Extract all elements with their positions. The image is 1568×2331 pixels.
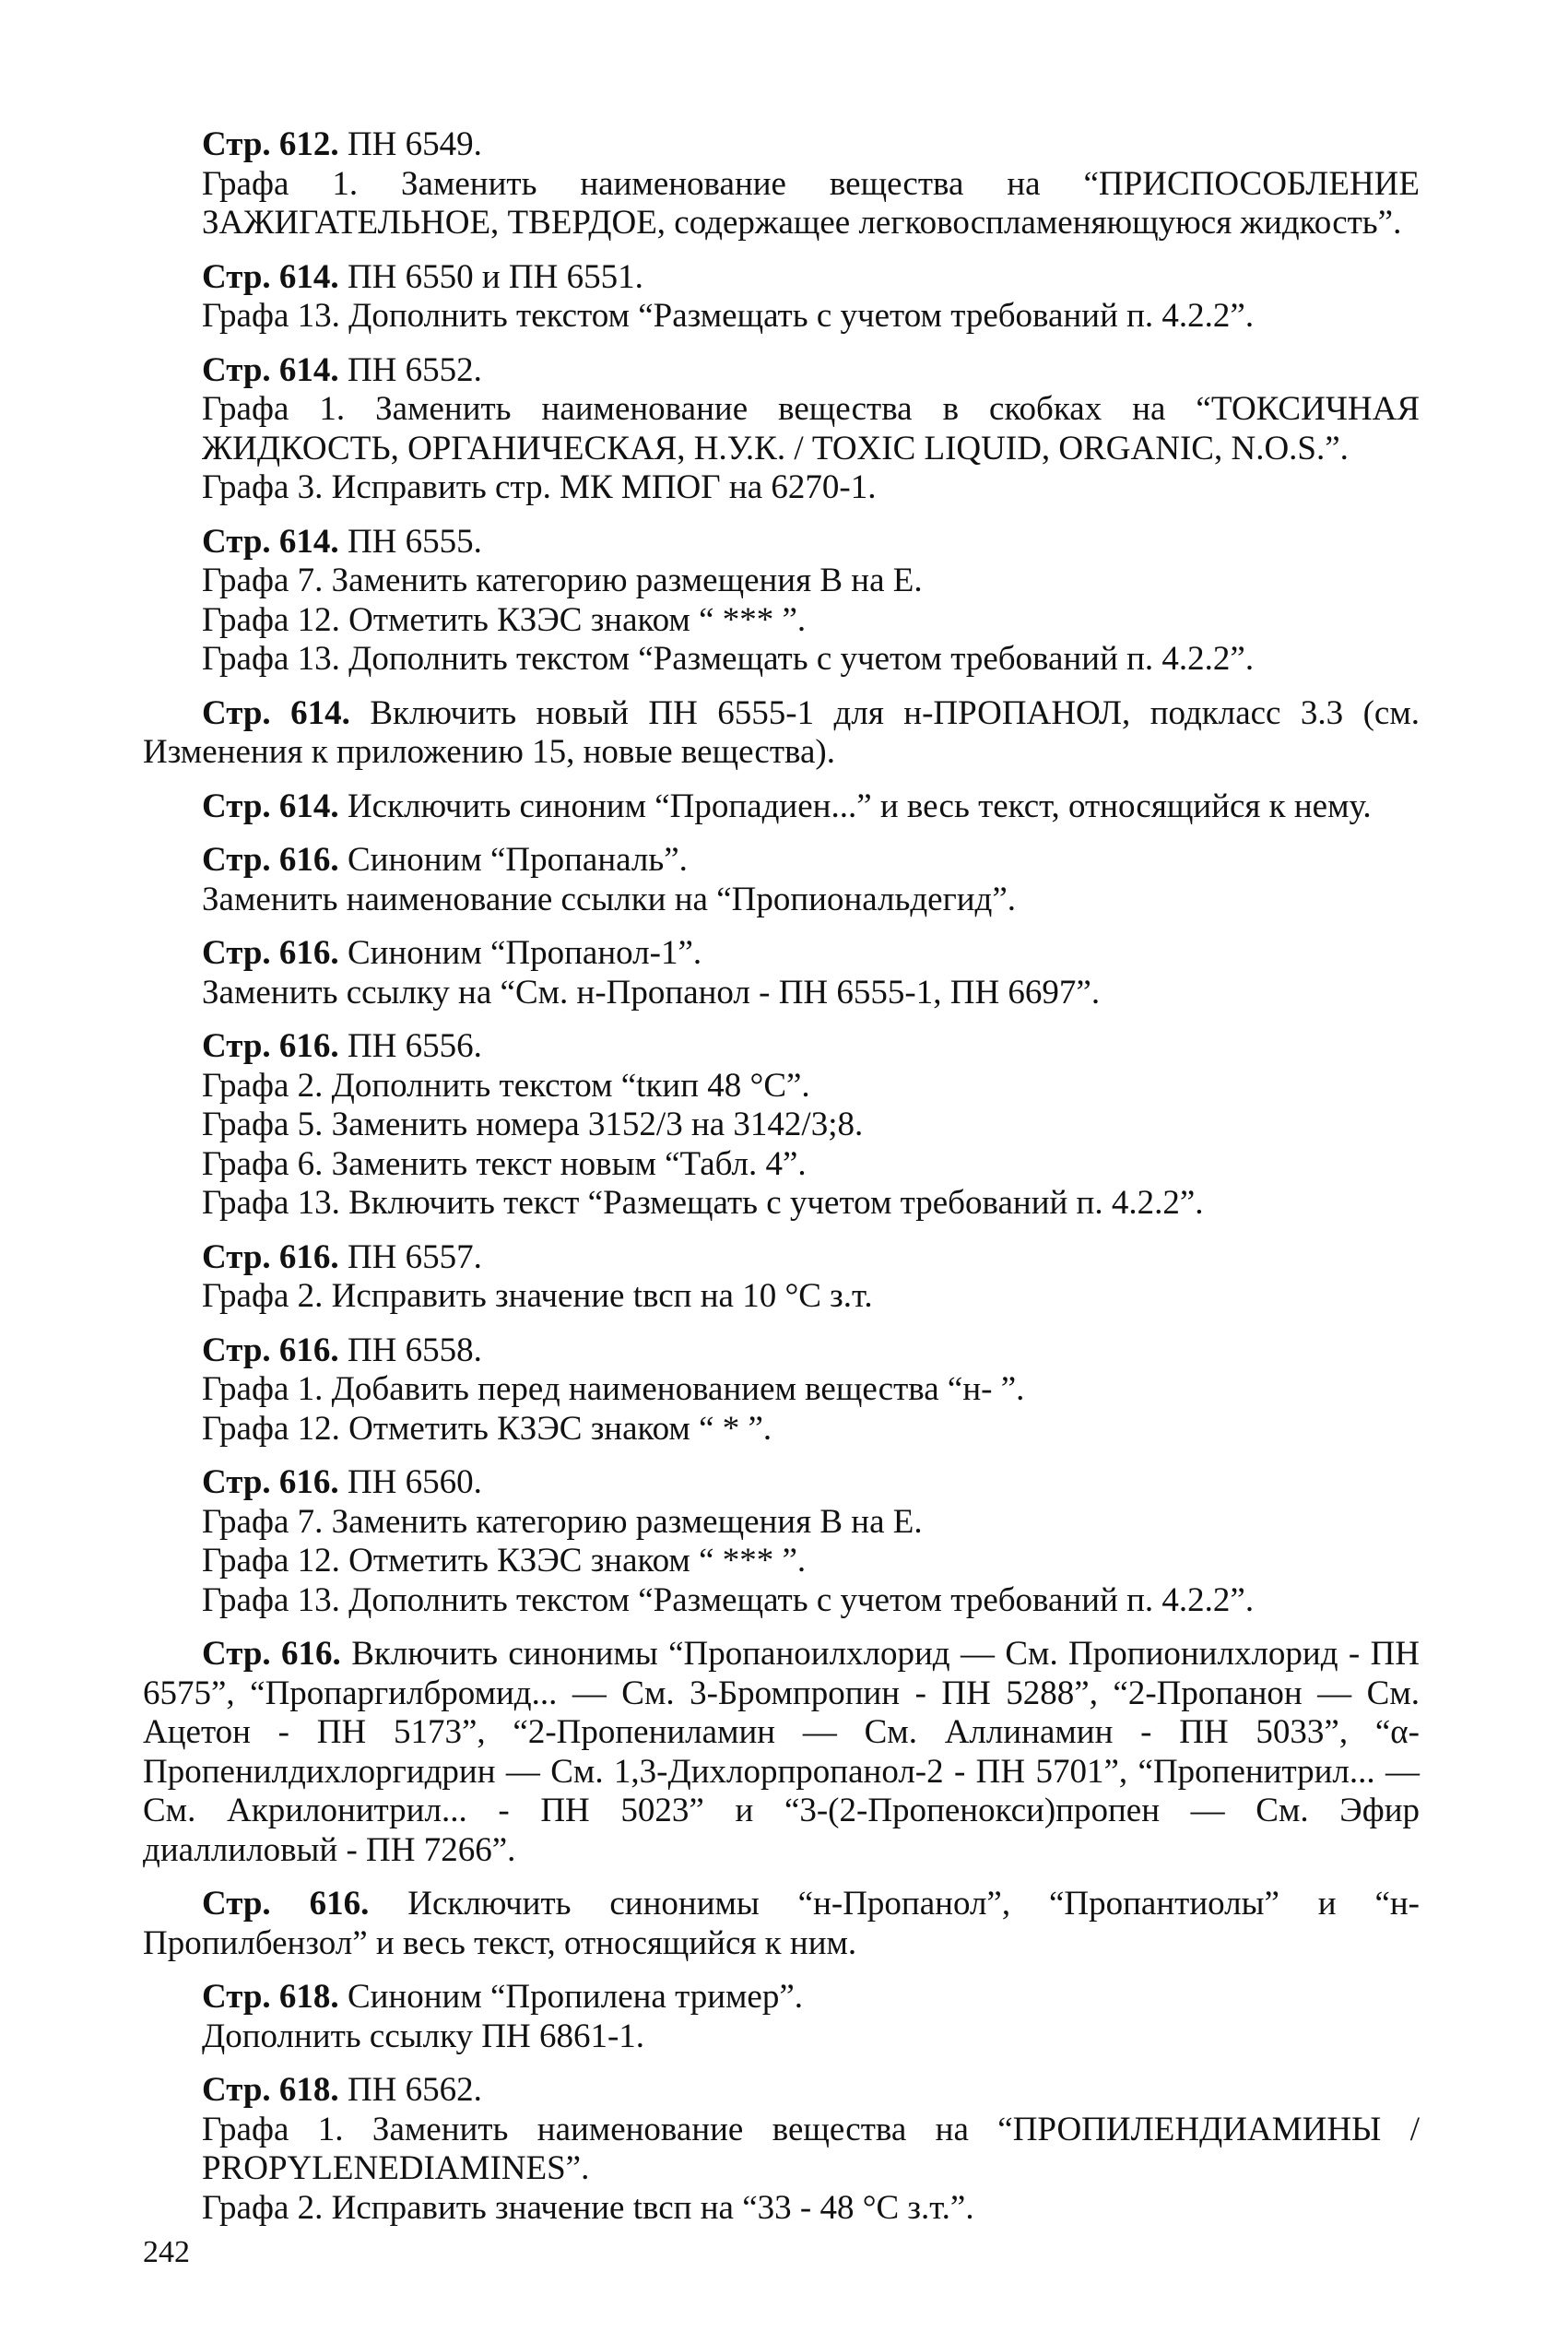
change-entry: [143, 841, 1420, 919]
instruction-line: Графа 6. Заменить текст новым “Табл. 4”.: [202, 1144, 807, 1183]
page-reference: Стр. 616.: [202, 841, 339, 879]
change-entry: [143, 523, 1420, 680]
entry-text: ПН 6556.: [347, 1027, 482, 1065]
change-entry: [143, 1978, 1420, 2056]
page-number: 242: [143, 2235, 190, 2269]
instruction-line: Графа 12. Отметить КЗЭС знаком “ *** ”.: [202, 1542, 807, 1580]
instruction-line: Графа 12. Отметить КЗЭС знаком “ * ”.: [202, 1409, 772, 1448]
change-entry: [143, 351, 1420, 508]
page-reference: Стр. 616.: [202, 1027, 339, 1065]
entry-text: ПН 6549.: [347, 125, 482, 163]
change-entry: [143, 1331, 1420, 1449]
change-entry: [143, 2071, 1420, 2228]
change-entry: [143, 258, 1420, 337]
page-reference: Стр. 614.: [202, 350, 339, 389]
page-reference: Стр. 616.: [202, 1885, 370, 1923]
instruction-line: Графа 2. Исправить значение tвсп на “33 - 48 °С з.т.”.: [202, 2188, 974, 2227]
page-reference: Стр. 612.: [202, 125, 339, 163]
page-reference: Стр. 618.: [202, 1978, 339, 2016]
instruction-line: Графа 13. Дополнить текстом “Размещать с учетом требований п. 4.2.2”.: [202, 1580, 1255, 1619]
instruction-line: Графа 1. Заменить наименование вещества на “ПРОПИЛЕНДИАМИНЫ / PROPYLENEDIAMINES”.: [202, 2110, 1420, 2187]
page-reference: Стр. 616.: [202, 934, 339, 972]
change-entry: [143, 125, 1420, 243]
entry-text: ПН 6550 и ПН 6551.: [347, 257, 643, 296]
page-reference: Стр. 616.: [202, 1331, 339, 1369]
document-body: [143, 125, 1420, 2242]
instruction-line: Графа 1. Заменить наименование вещества в скобках на “ТОКСИЧНАЯ ЖИДКОСТЬ, ОРГАНИЧЕСКАЯ, Н.У.К. / TOXIC LIQUID, ORGANIC, N.O.S.”.: [202, 390, 1420, 467]
entry-heading: [143, 1027, 1420, 1067]
change-entry: [143, 787, 1420, 827]
entry-text: Исключить синоним “Пропадиен...” и весь текст, относящийся к нему.: [347, 787, 1372, 825]
page-reference: Стр. 614.: [202, 522, 339, 561]
entry-heading: [143, 2071, 1420, 2111]
entry-heading: [143, 694, 1420, 773]
instruction-line: Дополнить ссылку ПН 6861-1.: [202, 2017, 645, 2055]
entry-text: ПН 6558.: [347, 1331, 482, 1369]
instruction-line: Графа 1. Заменить наименование вещества на “ПРИСПОСОБЛЕНИЕ ЗАЖИГАТЕЛЬНОЕ, ТВЕРДОЕ, содержащее легковоспламеняющуюся жидкость”.: [202, 164, 1420, 242]
instruction-line: Заменить наименование ссылки на “Пропиональдегид”.: [202, 880, 1017, 918]
entry-heading: [143, 1331, 1420, 1371]
change-entry: [143, 1238, 1420, 1317]
entry-text: ПН 6555.: [347, 522, 482, 561]
page-reference: Стр. 614.: [202, 257, 339, 296]
entry-heading: [143, 1978, 1420, 2017]
entry-heading: [143, 841, 1420, 881]
entry-heading: [143, 1635, 1420, 1870]
page-reference: Стр. 614.: [202, 693, 350, 732]
change-entry: [143, 934, 1420, 1012]
page-reference: Стр. 616.: [202, 1635, 341, 1673]
entry-heading: [143, 351, 1420, 391]
change-entry: [143, 1027, 1420, 1224]
entry-text: ПН 6562.: [347, 2071, 482, 2109]
entry-heading: [143, 934, 1420, 974]
page-reference: Стр. 614.: [202, 787, 339, 825]
page-reference: Стр. 618.: [202, 2071, 339, 2109]
entry-text: ПН 6557.: [347, 1237, 482, 1276]
entry-heading: [143, 125, 1420, 165]
instruction-line: Графа 1. Добавить перед наименованием вещества “н- ”.: [202, 1370, 1025, 1408]
instruction-line: Графа 13. Включить текст “Размещать с учетом требований п. 4.2.2”.: [202, 1184, 1204, 1222]
change-entry: [143, 1885, 1420, 1963]
page-reference: Стр. 616.: [202, 1237, 339, 1276]
instruction-line: Графа 3. Исправить стр. МК МПОГ на 6270-1.: [202, 468, 877, 506]
entry-heading: [143, 1463, 1420, 1503]
entry-text: Включить синонимы “Пропаноилхлорид — См. Пропионилхлорид - ПН 6575”, “Пропаргилбромид... — См. 3-Бромпропин - ПН 5288”, “2-Пропанон — См. Ацетон - ПН 5173”, “2-Пропениламин — См. Аллинамин - ПН 5033”, “α-Пропенилдихлоргидрин — См. 1,3-Дихлорпропанол-2 - ПН 5701”, “Пропенитрил... — См. Акрилонитрил... - ПН 5023” и “3-(2-Пропенокси)пропен — См. Эфир диаллиловый - ПН 7266”.: [143, 1635, 1421, 1869]
entry-heading: [143, 523, 1420, 562]
entry-text: Синоним “Пропилена тример”.: [347, 1978, 804, 2016]
instruction-line: Графа 13. Дополнить текстом “Размещать с учетом требований п. 4.2.2”.: [202, 640, 1255, 678]
change-entry: [143, 694, 1420, 773]
entry-text: Исключить синонимы “н-Пропанол”, “Пропантиолы” и “н-Пропилбензол” и весь текст, относящийся к ним.: [143, 1885, 1421, 1962]
entry-heading: [143, 787, 1420, 827]
entry-text: Синоним “Пропанол-1”.: [347, 934, 702, 972]
entry-text: ПН 6552.: [347, 350, 482, 389]
page-reference: Стр. 616.: [202, 1463, 339, 1501]
change-entry: [143, 1635, 1420, 1870]
entry-heading: [143, 1238, 1420, 1278]
entry-heading: [143, 1885, 1420, 1963]
change-entry: [143, 1463, 1420, 1620]
instruction-line: Графа 7. Заменить категорию размещения В на Е.: [202, 1502, 923, 1541]
instruction-line: Графа 5. Заменить номера 3152/3 на 3142/3;8.: [202, 1106, 864, 1143]
instruction-line: Графа 7. Заменить категорию размещения В на Е.: [202, 562, 923, 599]
instruction-line: Графа 2. Исправить значение tвсп на 10 °С з.т.: [202, 1277, 873, 1315]
entry-text: ПН 6560.: [347, 1463, 482, 1501]
instruction-line: Графа 12. Отметить КЗЭС знаком “ *** ”.: [202, 600, 807, 639]
instruction-line: Заменить ссылку на “См. н-Пропанол - ПН 6555-1, ПН 6697”.: [202, 973, 1101, 1012]
entry-heading: [143, 258, 1420, 298]
entry-text: Синоним “Пропаналь”.: [347, 841, 688, 879]
instruction-line: Графа 2. Дополнить текстом “tкип 48 °С”.: [202, 1066, 810, 1105]
entry-text: Включить новый ПН 6555-1 для н-ПРОПАНОЛ, подкласс 3.3 (см. Изменения к приложению 15, новые вещества).: [143, 693, 1421, 771]
instruction-line: Графа 13. Дополнить текстом “Размещать с учетом требований п. 4.2.2”.: [202, 297, 1255, 335]
